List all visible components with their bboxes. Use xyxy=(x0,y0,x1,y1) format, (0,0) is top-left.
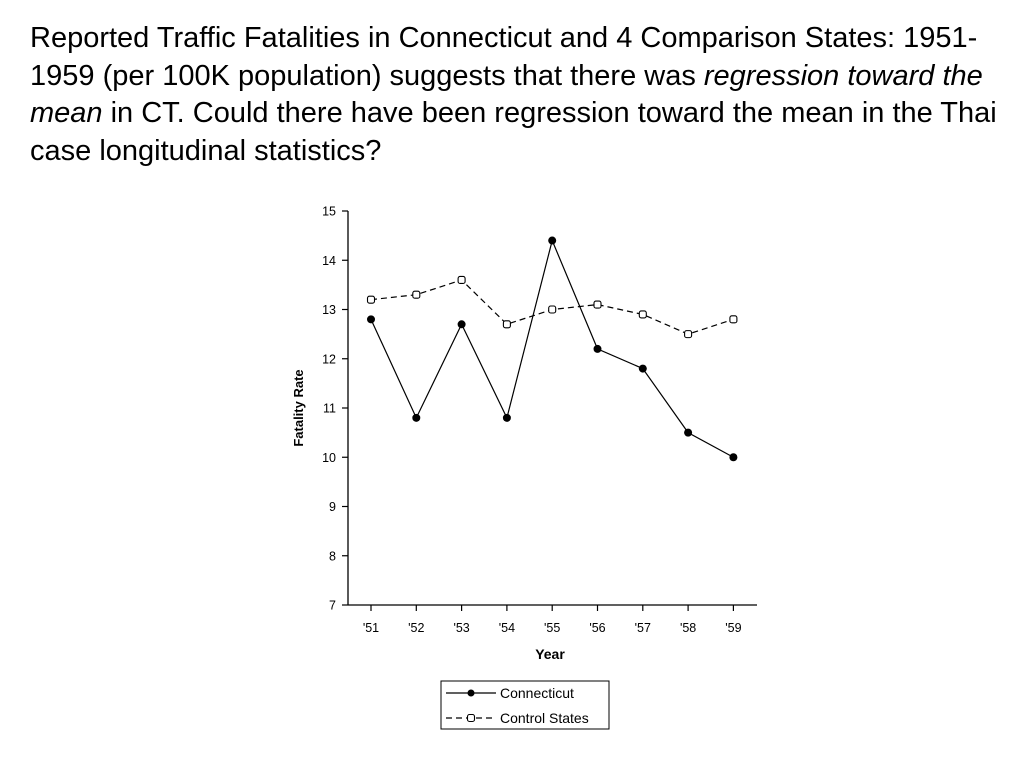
data-point-connecticut xyxy=(729,453,737,461)
data-point-control-states xyxy=(413,291,420,298)
x-tick-label: '51 xyxy=(362,621,380,635)
y-tick-label: 13 xyxy=(322,303,336,317)
data-point-connecticut xyxy=(458,320,466,328)
x-tick-label: '57 xyxy=(634,621,651,635)
data-point-connecticut xyxy=(594,345,602,353)
x-tick-label: '54 xyxy=(498,621,516,635)
data-point-control-states xyxy=(368,296,375,303)
data-point-control-states xyxy=(730,316,737,323)
data-point-control-states xyxy=(594,301,601,308)
legend-marker-connecticut xyxy=(468,690,475,697)
slide-text-emphasis: regression toward the mean xyxy=(30,59,983,129)
data-point-connecticut xyxy=(412,414,420,422)
chart-axes xyxy=(322,205,757,636)
data-point-control-states xyxy=(458,276,465,283)
x-tick-label: '52 xyxy=(408,621,425,635)
data-point-control-states xyxy=(549,306,556,313)
x-tick-label: '56 xyxy=(589,621,606,635)
legend-label-connecticut: Connecticut xyxy=(500,685,574,701)
x-axis-label: Year xyxy=(535,646,565,662)
x-tick-label: '53 xyxy=(453,621,470,635)
y-tick-label: 9 xyxy=(329,500,336,514)
y-tick-label: 10 xyxy=(322,450,336,465)
series-line-connecticut xyxy=(371,241,733,458)
data-point-connecticut xyxy=(548,237,556,245)
legend-label-control-states: Control States xyxy=(500,710,589,726)
data-point-control-states xyxy=(639,311,646,318)
x-tick-label: '58 xyxy=(679,621,697,635)
data-point-connecticut xyxy=(367,315,375,323)
y-tick-label: 15 xyxy=(322,204,336,219)
legend-marker-control-states xyxy=(468,715,475,722)
y-tick-label: 11 xyxy=(323,401,336,416)
chart-series-layer xyxy=(367,237,737,462)
chart-legend xyxy=(441,681,609,729)
y-tick-label: 12 xyxy=(322,352,336,367)
data-point-connecticut xyxy=(639,365,647,373)
x-tick-label: '59 xyxy=(725,621,742,635)
y-axis-label: Fatality Rate xyxy=(291,369,306,447)
data-point-connecticut xyxy=(503,414,511,422)
x-tick-label: '55 xyxy=(544,621,561,635)
y-tick-label: 7 xyxy=(329,598,336,613)
data-point-control-states xyxy=(503,321,510,328)
data-point-control-states xyxy=(685,331,692,338)
slide-text-start: Reported Traffic Fatalities in Connecticut and 4 Comparison States: 1951-1959 (per 100K population) suggests that there was xyxy=(30,22,978,92)
y-tick-label: 8 xyxy=(329,549,336,564)
data-point-connecticut xyxy=(684,429,692,437)
slide-text-end: in CT. Could there have been regression toward the mean in the Thai case longitudinal statistics? xyxy=(30,97,997,167)
y-tick-label: 14 xyxy=(322,253,336,268)
